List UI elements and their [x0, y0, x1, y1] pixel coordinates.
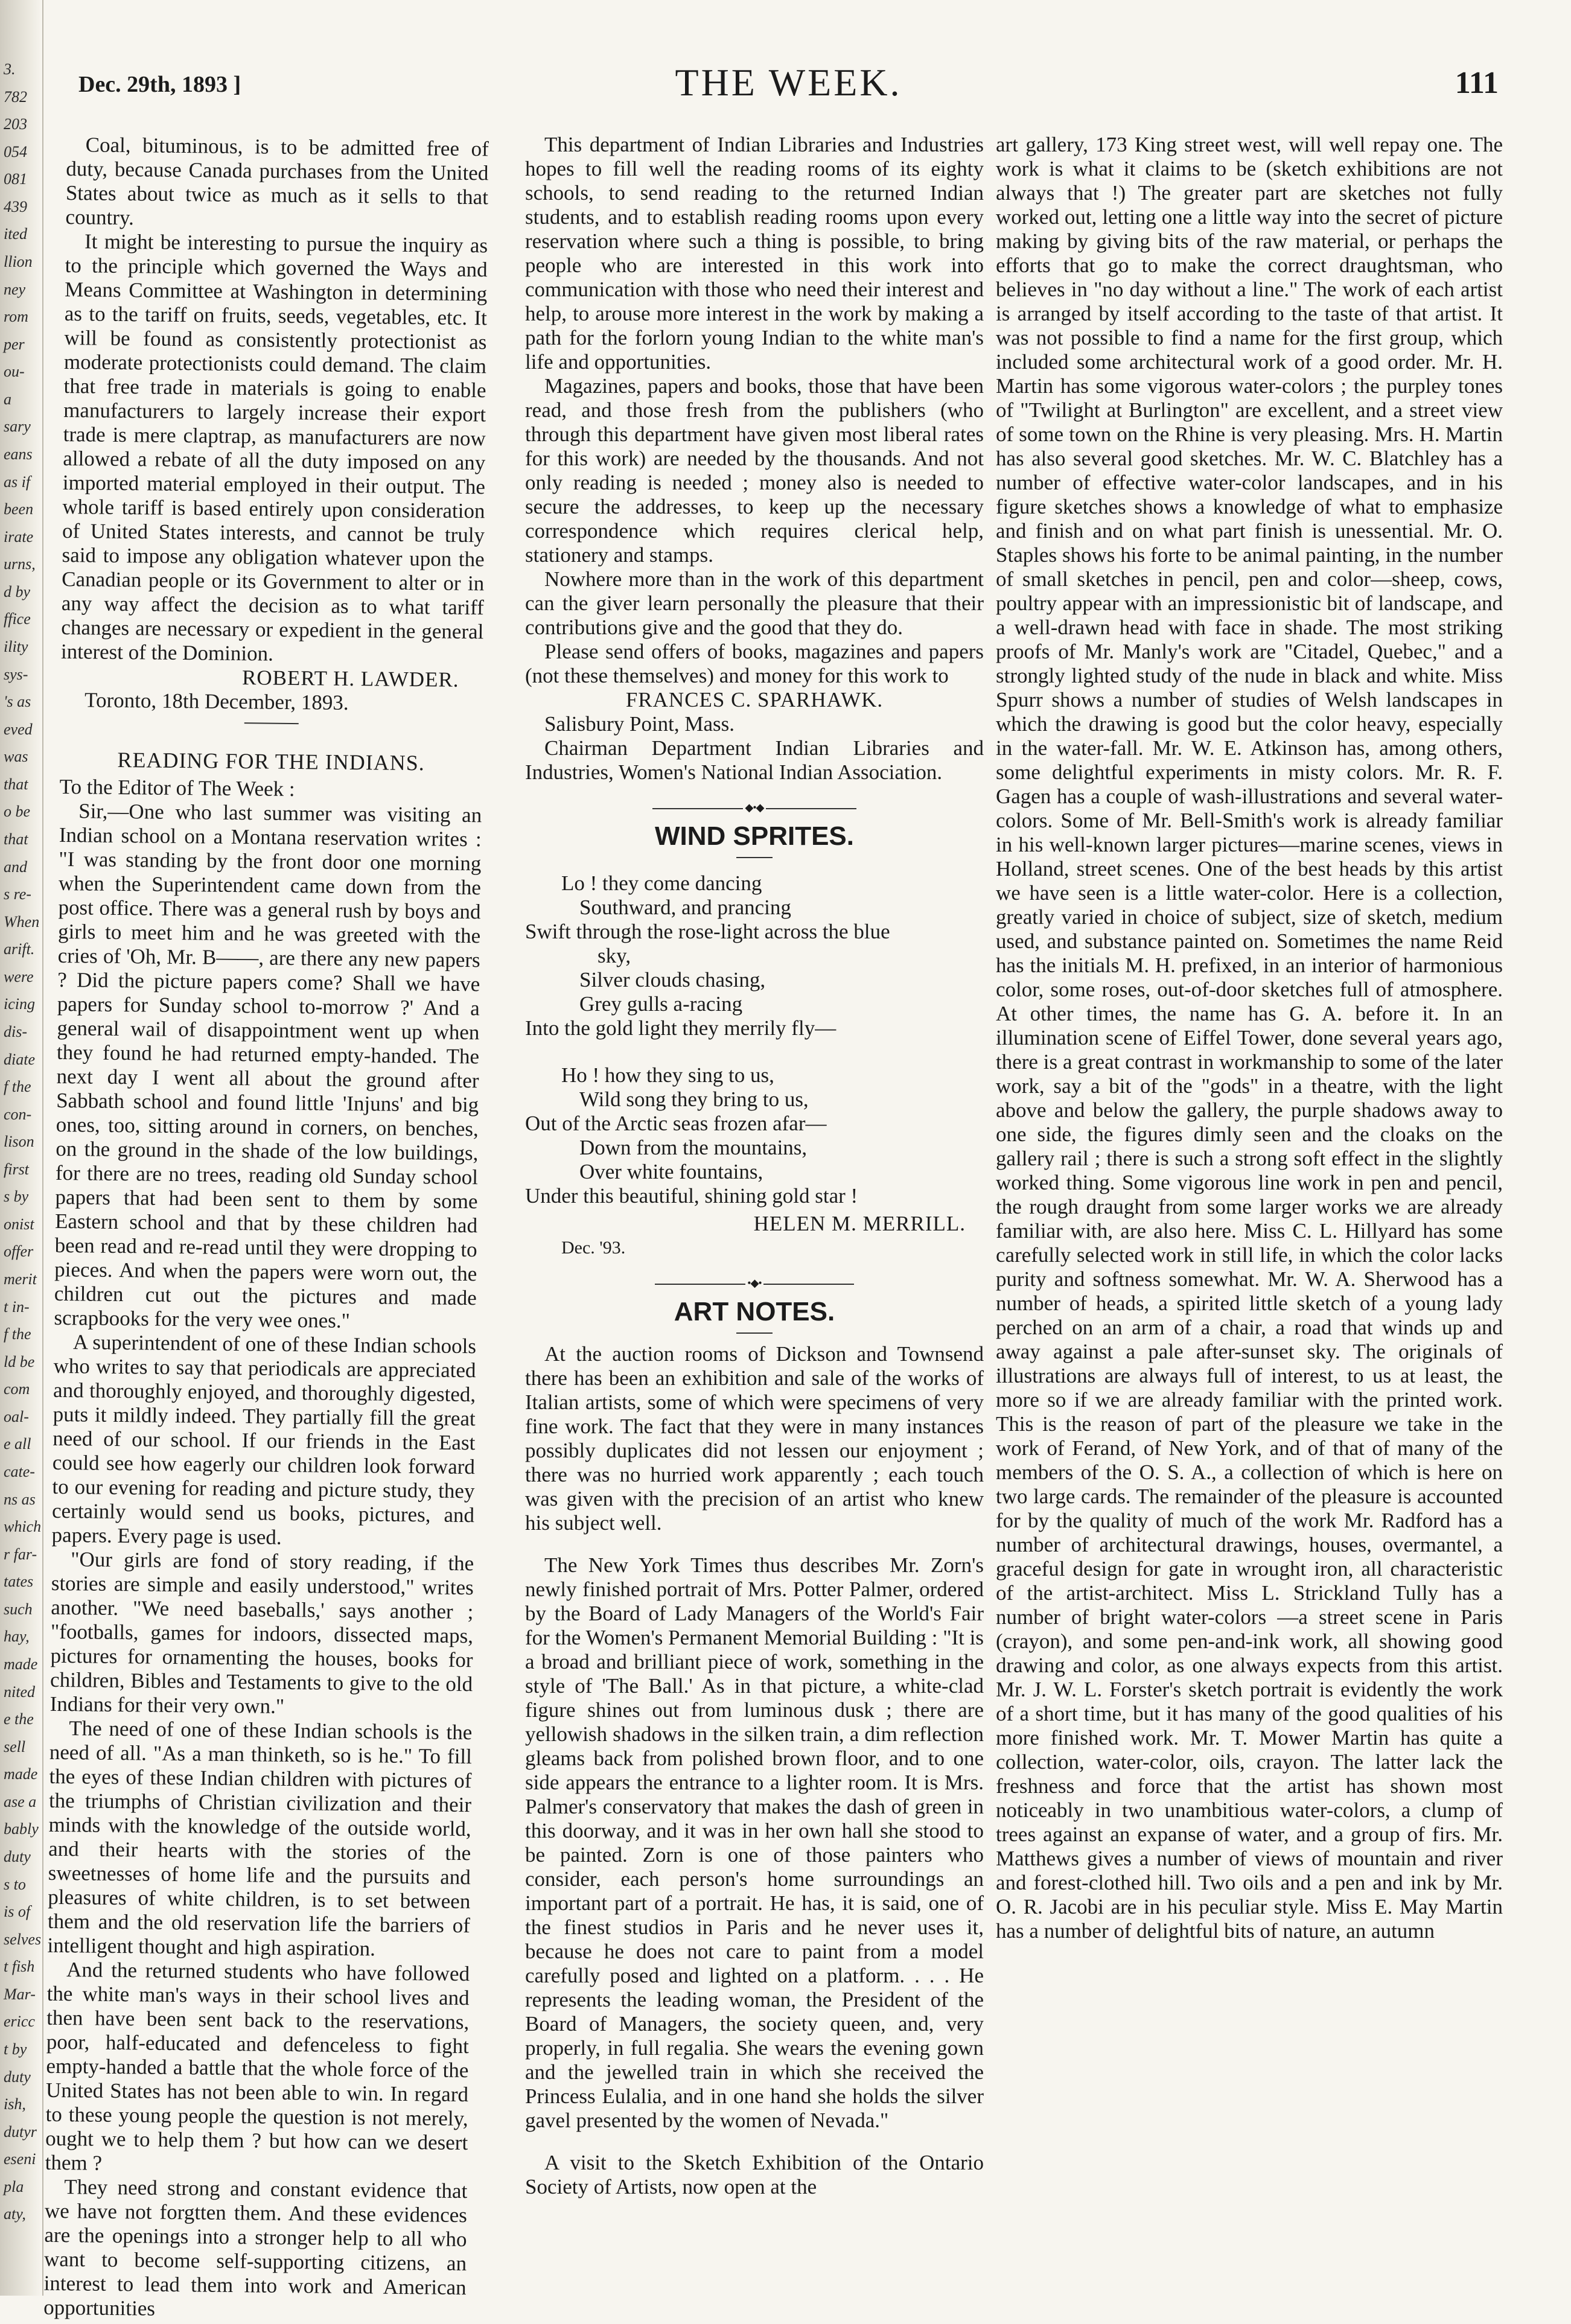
gutter-fragment: ld be	[4, 1353, 35, 1371]
art-paragraph-2: The New York Times thus describes Mr. Zorn's newly finished portrait of Mrs. Potter Palmer, ordered by the Board of Lady Managers of the World's Fair for the Women's Permanent Memorial Building : "It is a broad and brilliant piece of work, something in the style of 'The Ball.' As in that picture, a white-clad figure shines out from luminous dusk ; there are yellowish shadows in the silken train, a dim reflection gleams back from polished brown floor, and to one side appears the entrance to a lighter room. It is Mrs. Palmer's conservatory that makes the dash of green in this doorway, and it was in her own hall she stood to be painted. Zorn is one of those painters who consider, each person's home surroundings an important part of a portrait. He has, it is said, one of the finest studios in Paris and he never uses it, because he does not care to paint from a model carefully posed and lighted on a platform. . . . He represents the leading woman, the President of the Board of Managers, the society queen, and, very properly, in full regalia. She wears the evening gown and the jewelled train in which she received the Princess Eulalia, and in one hand she holds the silver gavel presented by the women of Nevada."	[525, 1553, 984, 2132]
gutter-fragment: ited	[4, 225, 27, 243]
reading-paragraph-6: They need strong and constant evidence that we have not forgtten them. And these evidences are the openings into a stronger help to all who want to become self-supporting citizens, an interest to lead them into work and American opportunities	[43, 2175, 468, 2320]
reading-paragraph-1: Sir,—One who last summer was visiting an Indian school on a Montana reservation writes : "I was standing by the front door one morning when the Superintendent came down from the post office. There was a general rush by boys and girls to meet him and he was greeted with the cries of 'Oh, Mr. B——, are there any new papers ? Did the picture papers come? Shall we have papers for Sunday school to-morrow ?' And a general wail of disappointment went up when they found he had returned empty-handed. The next day I went all about the ground after Sabbath school and found little 'Injuns' and big ones, too, sitting around in corners, on benches, on the ground in the shade of the low buildings, for there are no trees, reading old Sunday school papers that had been sent to them by some Eastern school and that by these children had been read and re-read until they were dropping to pieces. And when the papers were worn out, the children cut out the pictures and made scrapbooks for the very wee ones."	[54, 799, 482, 1333]
sparhawk-place: Salisbury Point, Mass.	[544, 712, 735, 736]
gutter-fragment: a	[4, 390, 11, 408]
gutter-fragment: which	[4, 1518, 42, 1535]
gutter-fragment: ou-	[4, 363, 25, 380]
poem-line: Swift through the rose-light across the blue	[525, 920, 890, 943]
reading-paragraph-2: A superintendent of one of these Indian schools who writes to say that periodicals are appreciated and thoroughly enjoyed, and thoroughly digested, puts it mildly indeed. They partially fill the great need of our school. If our friends in the East could see how eagerly our children look forward to our evening for reading and picture study, they certainly would send us books, pictures, and papers. Every page is used.	[51, 1330, 477, 1549]
letter-dateline: Toronto, 18th December, 1893.	[84, 688, 349, 715]
poem-line: Wild song they bring to us,	[579, 1087, 809, 1111]
gutter-fragment: duty	[4, 1848, 31, 1865]
gutter-fragment: ish,	[4, 2095, 26, 2113]
gutter-fragment: merit	[4, 1270, 37, 1288]
gutter-fragment: been	[4, 500, 34, 518]
reading-paragraph-4: The need of one of these Indian schools is the need of all. "As a man thinketh, so is he." To fill the eyes of these Indian children with pictures of the triumphs of Christian civilization and their minds with the knowledge of the outside world, and their hearts with the stories of the sweetnesses of home life and the pursuits and pleasures of white children, is to set between them and the old reservation life the barriers of intelligent thought and high aspiration.	[47, 1716, 473, 1961]
gutter-fragment: dis-	[4, 1023, 27, 1040]
gutter-fragment: irate	[4, 528, 34, 546]
stanza-break	[525, 1040, 984, 1063]
gutter-fragment: made	[4, 1655, 38, 1673]
poem-title: WIND SPRITES.	[654, 821, 855, 851]
gutter-fragment: sys-	[4, 666, 28, 683]
coal-paragraph: Coal, bituminous, is to be admitted free of duty, because Canada purchases from the United States about twice as much as it sells to that country.	[65, 133, 489, 230]
gutter-fragment: cate-	[4, 1463, 35, 1480]
gutter-fragment: offer	[4, 1243, 34, 1260]
gutter-fragment: 782	[4, 88, 27, 106]
poem-line: Grey gulls a-racing	[579, 992, 743, 1016]
gutter-fragment: 203	[4, 115, 27, 133]
gutter-fragment: ffice	[4, 610, 31, 628]
gutter-fragment: hay,	[4, 1628, 30, 1645]
gutter-fragment: pla	[4, 2178, 24, 2195]
gutter-fragment: eans	[4, 445, 33, 463]
masthead-title: THE WEEK.	[675, 61, 902, 104]
gutter-fragment: and	[4, 858, 27, 876]
gutter-fragment: Mar-	[4, 1985, 36, 2003]
tariff-paragraph: It might be interesting to pursue the inquiry as to the principle which governed the Ways and Means Committee at Washington in determining as to the tariff on fruits, seeds, vegetables, etc. It will be found as consistently protectionist as moderate protectionists could demand. The claim that free trade in materials is going to enable manufacturers to largely increase their export trade is mere claptrap, as manufacturers are now allowed a rebate of all the duty imposed on any imported material employed in their output. The whole tariff is based entirely upon consideration of United States interests, and cannot be truly said to impose any obligation whatever upon the Canadian people or its Government to alter or in any way affect the decision as to what tariff changes are necessary or expedient in the general interest of the Dominion.	[60, 229, 488, 666]
gutter-fragment: d by	[4, 583, 31, 600]
gutter-fragment: 3.	[4, 60, 16, 78]
gutter-fragment: selves	[4, 1931, 42, 1948]
department-paragraph-4: Please send offers of books, magazines and papers (not these themselves) and money for this work to	[525, 640, 984, 687]
gutter-fragment: 439	[4, 198, 27, 215]
gutter-fragment: When	[4, 913, 40, 931]
poem-line: Over white fountains,	[579, 1160, 763, 1183]
gutter-fragment: is of	[4, 1903, 31, 1920]
department-paragraph-3: Nowhere more than in the work of this department can the giver learn personally the pleasure that their contributions give and the good that they do.	[525, 567, 984, 639]
gutter-fragment: t fish	[4, 1958, 35, 1975]
poem-line: sky,	[597, 944, 631, 967]
gutter-fragment: rom	[4, 308, 28, 325]
poem-body	[525, 871, 984, 1208]
reading-paragraph-5: And the returned students who have followed the white man's ways in their school lives and then have been sent back to the reservations, poor, half-educated and defenceless to fight empty-handed a battle that the whole force of the United States has not been able to win. In regard to these young people the question is not merely, ought we to help them ? but how can we desert them ?	[45, 1958, 470, 2175]
art-paragraph-1: At the auction rooms of Dickson and Townsend there has been an exhibition and sale of the works of Italian artists, some of which were specimens of very fine work. The fact that they were in many instances possibly duplicates did not lessen our enjoyment ; there was no hurried work apparently ; each touch was given with the precision of an artist who knew his subject well.	[525, 1342, 984, 1535]
poem-line: Southward, and prancing	[579, 896, 791, 919]
art-paragraph-3: A visit to the Sketch Exhibition of the Ontario Society of Artists, now open at the	[525, 2151, 984, 2198]
poem-title-rule	[736, 857, 773, 858]
section-ornament: ◆•◆	[525, 795, 984, 820]
gutter-fragment: aty,	[4, 2205, 26, 2223]
gutter-fragment: nited	[4, 1683, 35, 1701]
gutter-fragment: f the	[4, 1325, 31, 1343]
column-1	[43, 133, 489, 2320]
gutter-fragment: e the	[4, 1710, 34, 1728]
gutter-fragment: first	[4, 1160, 29, 1178]
gutter-fragment: f the	[4, 1078, 31, 1095]
department-paragraph-1: This department of Indian Libraries and Industries hopes to fill well the reading rooms of its eighty schools, to send reading to the returned Indian students, and to establish reading rooms upon every reservation where such a thing is possible, to bring people who are interested in this work into communication with those who need their interest and help, to arouse more interest in the work by making a path for the forlorn young Indian to the white man's life and opportunities.	[525, 133, 984, 374]
sparhawk-signature: FRANCES C. SPARHAWK.	[625, 688, 884, 712]
issue-date: Dec. 29th, 1893 ]	[78, 72, 241, 97]
gutter-fragment: s by	[4, 1188, 29, 1205]
section-ornament: •◆•	[525, 1271, 984, 1295]
poem-date: Dec. '93.	[561, 1238, 626, 1258]
gutter-fragment: ney	[4, 281, 26, 298]
letter-address: To the Editor of The Week :	[59, 774, 295, 801]
gutter-fragment: s to	[4, 1876, 26, 1893]
gutter-fragment: oal-	[4, 1408, 29, 1425]
gutter-fragment: ase a	[4, 1793, 37, 1810]
poem-author: HELEN M. MERRILL.	[753, 1212, 966, 1235]
gutter-fragment: onist	[4, 1215, 34, 1233]
gutter-fragment: t in-	[4, 1298, 30, 1316]
gutter-fragment: sell	[4, 1738, 26, 1756]
gutter-fragment: o be	[4, 803, 31, 820]
gutter-fragment: that	[4, 830, 28, 848]
gutter-fragment: lison	[4, 1133, 34, 1150]
section-rule	[244, 722, 299, 724]
gutter-fragment: llion	[4, 253, 33, 270]
section-title-reading-indians: READING FOR THE INDIANS.	[117, 747, 425, 775]
gutter-fragment: sary	[4, 418, 31, 435]
gutter-fragment: r far-	[4, 1546, 37, 1563]
gutter-fragment: that	[4, 775, 28, 793]
gutter-fragment: ericc	[4, 2013, 35, 2030]
gutter-fragment: 081	[4, 170, 27, 188]
column-2	[525, 133, 984, 2281]
gutter-fragment: arift.	[4, 940, 35, 958]
gutter-fragment: s re-	[4, 885, 31, 903]
column-3	[996, 133, 1503, 2281]
binding-gutter	[0, 0, 43, 2296]
gutter-fragment: eved	[4, 721, 33, 738]
gutter-fragment: such	[4, 1600, 33, 1618]
sketch-exhibition-text: art gallery, 173 King street west, will well repay one. The work is what it claims to be (sketch exhibitions are not always that !) The greater part are sketches not fully worked out, letting one a little way into the secret of picture making by giving bits of the raw material, or perhaps the efforts that go to make the correct draughtsman, who believes in "no day without a line." The work of each artist is arranged by itself according to the taste of that artist. It was not possible to find a name for the first group, which included some architectural work of a good order. Mr. H. Martin has some vigorous water-colors ; the purpley tones of "Twilight at Burlington" are excellent, and a street view of some town on the Rhine is very pleasing. Mrs. H. Martin has also several good sketches. Mr. W. C. Blatchley has a number of effective water-color landscapes, and in his figure sketches shows a knowledge of what to emphasize and finish and on what part finish is unessential. Mr. O. Staples shows his forte to be animal painting, in the number of small sketches in pencil, pen and color—sheep, cows, poultry appear with an impressionistic bit of landscape, and a well-drawn head with face in shade. The most striking proofs of Mr. Manly's work are "Citadel, Quebec," and a strongly lighted study of the nude in black and white. Miss Spurr shows a number of studies of Welsh landscapes in which the drawing is good but the color heavy, especially in the water-fall. Mr. W. E. Atkinson has, among others, some delightful experiments in misty colors. Mr. R. F. Gagen has a couple of wash-illustrations and several water-colors. Some of Mr. Bell-Smith's work is already familiar in his well-known larger pictures—marine scenes, views in Holland, street scenes. One of the best heads by this artist we have seen is a little water-color. Here is a collection, greatly varied in choice of subject, size of sketch, medium used, and substance painted on. Sometimes the name Reid has the initials M. H. prefixed, in an interior of harmonious color, some roses, out-of-door sketches full of atmosphere. At other times, the name has G. A. before it. In an illumination scene of Eiffel Tower, done several years ago, there is a great contrast in workmanship to some of the later work, say a bit of the "gods" in a theatre, with the light above and below the gallery, the purple shadows away to one side, the figures dimly seen and the cloaks on the gallery rail ; there is such a strong soft effect in the slightly worked thing. Some vigorous line work in pen and pencil, the rough draught from some larger works we are already familiar with, are also here. Miss C. L. Hillyard has some carefully selected work in still life, in which the color lacks purity and softness somewhat. Mr. W. A. Sherwood has a number of heads, a spirited little sketch of a young lady perched on an arm of a chair, a road that winds up and away against a pale after-sunset sky. The originals of illustrations are always full of interest, to us at least, the more so if we are already familiar with the printed work. This is the reason of part of the pleasure we take in the work of Ferand, of New York, and of that of many of the members of the O. S. A., a collection of which is here on two large cards. The remainder of the pleasure is accounted for by the quality of much of the work Mr. Radford has a number of architectural drawings, houses, overmantel, a graceful design for gate in wrought iron, all characteristic of the artist-architect. Miss L. Strickland Tully has a number of bright water-colors —a street scene in Paris (crayon), and some pen-and-ink work, all showing good drawing and color, as one always expects from this artist. Mr. J. W. L. Forster's sketch portrait is evidently the work of a short time, but it has many of the good qualities of his more finished work. Mr. T. Mower Martin has quite a collection, water-color, oils, crayon. The latter lack the freshness and force that the artist has shown most noticeably in two unambitious water-colors, a clump of trees against an expanse of water, and a group of firs. Mr. Matthews gives a number of views of mountain and river and forest-clothed hill. Two oils and a pen and ink by Mr. O. R. Jacobi are in his peculiar style. Miss E. May Martin has a number of delightful bits of nature, an autumn	[996, 133, 1503, 1943]
gutter-fragment: diate	[4, 1051, 35, 1068]
poem-line: Under this beautiful, shining gold star !	[525, 1184, 858, 1208]
art-title-rule	[736, 1332, 773, 1334]
gutter-fragment: eseni	[4, 2150, 36, 2168]
poem-line: Lo ! they come dancing	[561, 871, 762, 895]
poem-line: Silver clouds chasing,	[579, 968, 766, 992]
gutter-fragment: e all	[4, 1435, 31, 1453]
gutter-fragment: icing	[4, 995, 35, 1013]
gutter-fragment: ility	[4, 638, 28, 655]
gutter-fragment: was	[4, 748, 28, 765]
letter-signature: ROBERT H. LAWDER.	[241, 666, 459, 692]
gutter-fragment: com	[4, 1380, 30, 1398]
page-number: 111	[1455, 66, 1499, 100]
gutter-fragment: tates	[4, 1573, 34, 1590]
gutter-fragment: ns as	[4, 1491, 36, 1508]
gutter-fragment: were	[4, 968, 34, 985]
poem-line: Out of the Arctic seas frozen afar—	[525, 1112, 827, 1135]
gutter-fragment: bably	[4, 1820, 39, 1838]
page-header	[78, 60, 1499, 127]
gutter-fragment: t by	[4, 2040, 27, 2058]
gutter-fragment: dutyr	[4, 2123, 37, 2141]
gutter-fragment: duty	[4, 2068, 31, 2086]
gutter-fragment: 's as	[4, 693, 31, 710]
poem-line: Into the gold light they merrily fly—	[525, 1016, 836, 1040]
reading-paragraph-3: "Our girls are fond of story reading, if the stories are simple and easily understood," writes another. "We need baseballs,' says another ; "footballs, games for indoors, dissected maps, pictures for ornamenting the houses, books for children, Bibles and Testaments to give to the old Indians for their very own."	[49, 1547, 474, 1718]
department-paragraph-2: Magazines, papers and books, those that have been read, and those fresh from the publishers (who through this department have given most liberal rates for this work) are needed by the thousands. And not only reading is needed ; money also is needed to secure the addresses, to keep up the necessary correspondence which requires clerical help, stationery and stamps.	[525, 374, 984, 567]
poem-line: Down from the mountains,	[579, 1136, 808, 1159]
gutter-fragment: urns,	[4, 555, 36, 573]
sparhawk-title: Chairman Department Indian Libraries and Industries, Women's National Indian Association.	[525, 736, 984, 784]
gutter-fragment: made	[4, 1765, 38, 1783]
poem-line: Ho ! how they sing to us,	[561, 1063, 774, 1087]
gutter-fragment: as if	[4, 473, 31, 491]
gutter-fragment: per	[4, 336, 25, 353]
gutter-fragment: con-	[4, 1106, 32, 1123]
gutter-fragment: 054	[4, 143, 27, 161]
art-notes-title: ART NOTES.	[674, 1297, 835, 1326]
